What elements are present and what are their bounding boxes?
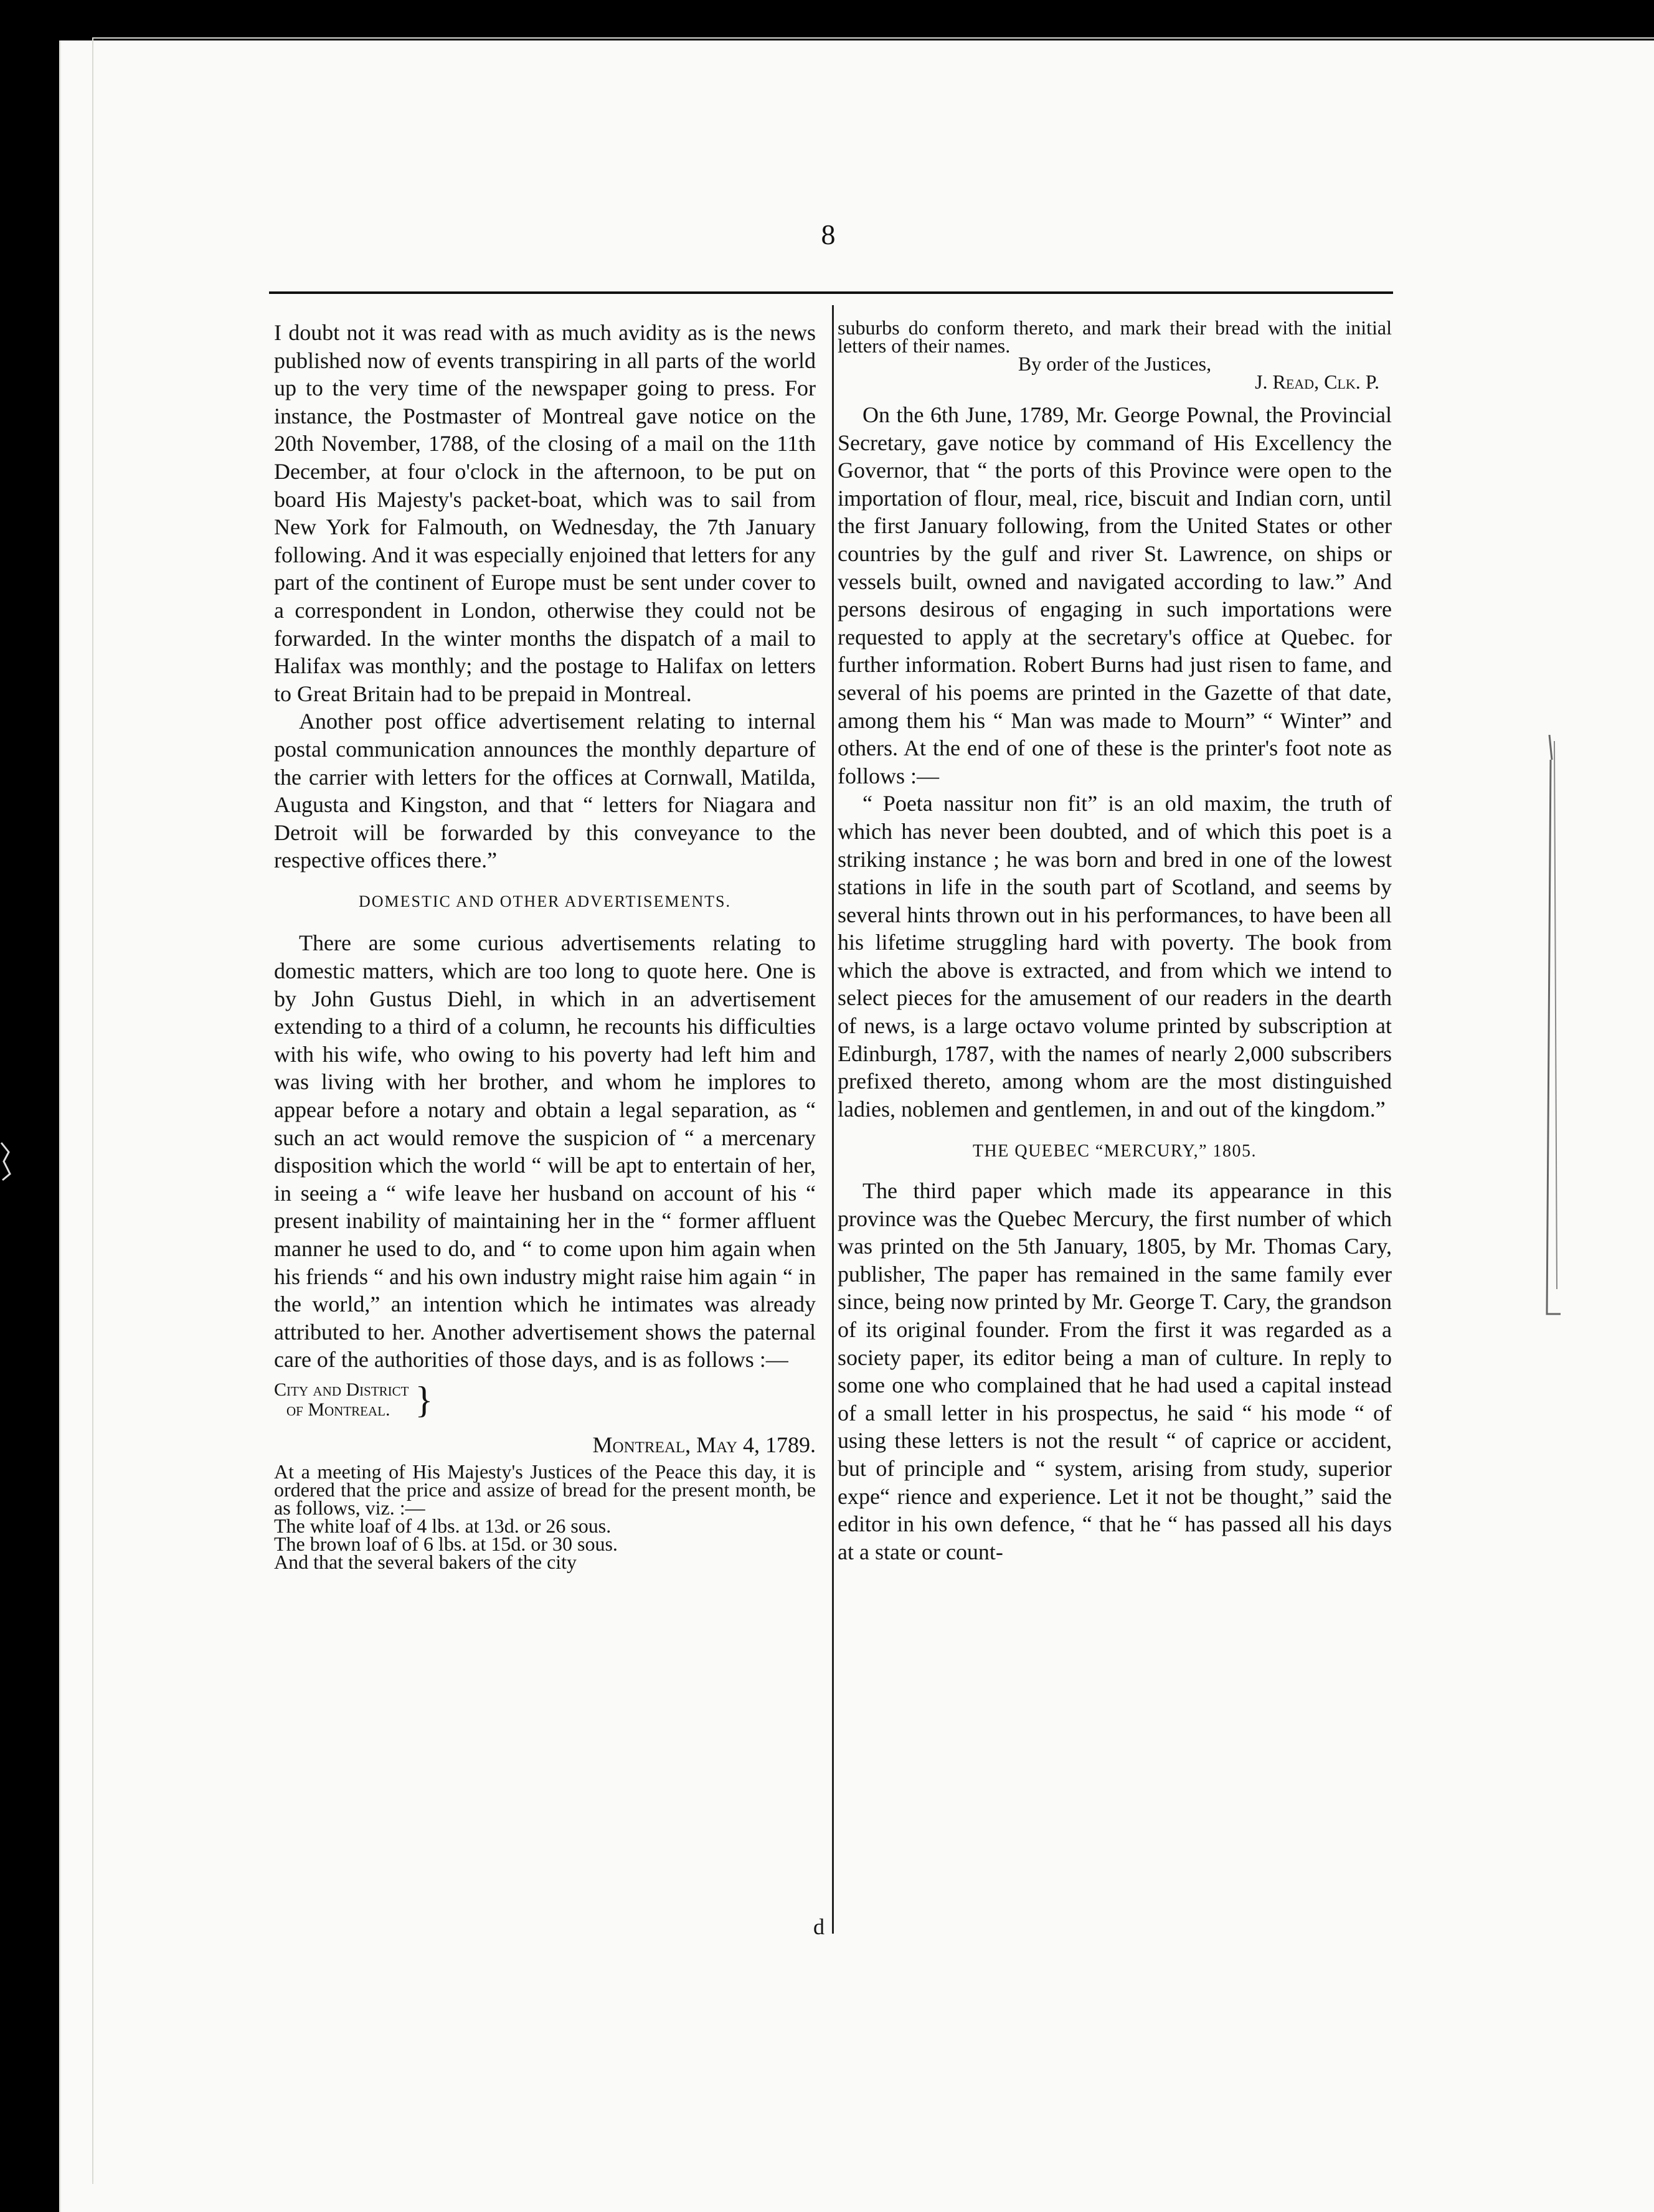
brace-glyph: }	[415, 1379, 433, 1420]
caption-line-2: of Montreal.	[286, 1399, 390, 1420]
right-paragraph-1: On the 6th June, 1789, Mr. George Pownal, the Provincial Secretary, gave notice by command of His Excellency the Governor, that “ the ports of this Province were open to the importation of flour, meal, rice, biscuit and Indian corn, until the first January following, from the United States or other countries by the gulf and river St. Lawrence, on ships or vessels built, owned and navigated according to law.” And persons desirous of engaging in such importations were requested to apply at the secretary's office at Quebec. for further information. Robert Burns had just risen to fame, and several of his poems are printed in the Gazette of that date, among them his “ Man was made to Mourn” “ Winter” and others. At the end of one of these is the printer's foot note as follows :—	[838, 402, 1392, 788]
left-paragraph-3: There are some curious advertisements relating to domestic matters, which are too long to quote here. One is by John Gustus Diehl, in which in an advertisement extending to a third of a column, he recounts his difficulties with his wife, who owing to his poverty had left him and was living with her brother, and whom he implores to appear before a notary and obtain a legal separation, as “ such an act would remove the suspicion of “ a mercenary disposition which the world “ will be apt to entertain of her, in seeing a “ wife leave her husband on account of his “ present inability of maintaining her in the “ former affluent manner he used to do, and “ to come upon him again when his friends “ and his own industry might raise him again “ in the world,” an intention which he intimates was already attributed to her. Another advertisement shows the paternal care of the authorities of those days, and is as follows :—	[274, 930, 816, 1373]
caption-line-1: City and District	[274, 1379, 409, 1400]
margin-mark	[0, 1140, 11, 1183]
section-heading-domestic: DOMESTIC AND OTHER ADVERTISEMENTS.	[358, 892, 731, 910]
left-paragraph-2: Another post office advertisement relating to internal postal communication announces the monthly departure of the carrier with letters for the offices at Cornwall, Matilda, Augusta and Kingston, and that “ letters for Niagara and Detroit will be forwarded by this conveyance to the respective offices there.”	[274, 709, 816, 873]
right-paragraph-2: “ Poeta nassitur non fit” is an old maxim, the truth of which has never been doubted, and of which this poet is a striking instance ; he was born and bred in one of the lowest stations in life in the south part of Scotland, and seems by several hints thrown out in his performances, to have been all his lifetime struggling hard with poverty. The book from which the above is extracted, and from which we intend to select pieces for the amusement of our readers in the dearth of news, is a large octavo volume printed by subscription at Edinburgh, 1787, with the names of nearly 2,000 subscribers prefixed thereto, among whom are the most distinguished ladies, noblemen and gentlemen, in and out of the kingdom.”	[838, 791, 1392, 1122]
left-paragraph-1: I doubt not it was read with as much avidity as is the news published now of events transpiring in all parts of the world up to the very time of the newspaper going to press. For instance, the Postmaster of Montreal gave notice on the 20th November, 1788, of the closing of a mail on the 11th December, at four o'clock in the afternoon, to be put on board His Majesty's packet-boat, which was to sail from New York for Falmouth, on Wednesday, the 7th January following. And it was especially enjoined that letters for any part of the continent of Europe must be sent under cover to a correspondent in London, otherwise they could not be forwarded. In the winter months the dispatch of a mail to Halifax was monthly; and the postage to Halifax on letters to Great Britain had to be prepaid in Montreal.	[274, 320, 816, 706]
notice-continuation: suburbs do conform thereto, and mark their bread with the initial letters of their names.	[838, 316, 1392, 357]
notice-caption	[274, 1380, 816, 1420]
clerk-signature: J. Read, Clk. P.	[1255, 371, 1379, 393]
left-column	[274, 319, 816, 1571]
bread-white-loaf: The white loaf of 4 lbs. at 13d. or 26 sous.	[274, 1514, 612, 1537]
page-number: 8	[821, 219, 836, 250]
right-column	[838, 316, 1392, 1566]
bread-bakers-line: And that the several bakers of the city	[274, 1550, 577, 1573]
by-order-line: By order of the Justices,	[1018, 352, 1212, 375]
column-divider	[832, 305, 834, 1934]
signature-mark: d	[813, 1914, 825, 1939]
header-rule	[269, 291, 1393, 294]
section-heading-mercury: THE QUEBEC “MERCURY,” 1805.	[972, 1141, 1257, 1161]
bread-brown-loaf: The brown loaf of 6 lbs. at 15d. or 30 sous.	[274, 1532, 618, 1555]
bread-notice: At a meeting of His Majesty's Justices of the Peace this day, it is ordered that the price and assize of bread for the present month, be as follows, viz. :—	[274, 1460, 816, 1519]
pencil-bracket-mark	[1538, 735, 1563, 1326]
notice-dateline: Montreal, May 4, 1789.	[592, 1432, 816, 1457]
right-paragraph-3: The third paper which made its appearance in this province was the Quebec Mercury, the first number of which was printed on the 5th January, 1805, by Mr. Thomas Cary, publisher, The paper has remained in the same family ever since, being now printed by Mr. George T. Cary, the grandson of its original founder. From the first it was regarded as a society paper, its editor being a man of culture. In reply to some one who complained that he had used a capital instead of a small letter in his prospectus, he said “ his mode “ of using these letters is not the result “ of caprice or accident, but of principle and “ system, arising from study, superior expe“ rience and experience. Let it not be thought,” said the editor in his own defence, “ that he “ has passed all his days at a state or count-	[838, 1178, 1392, 1564]
